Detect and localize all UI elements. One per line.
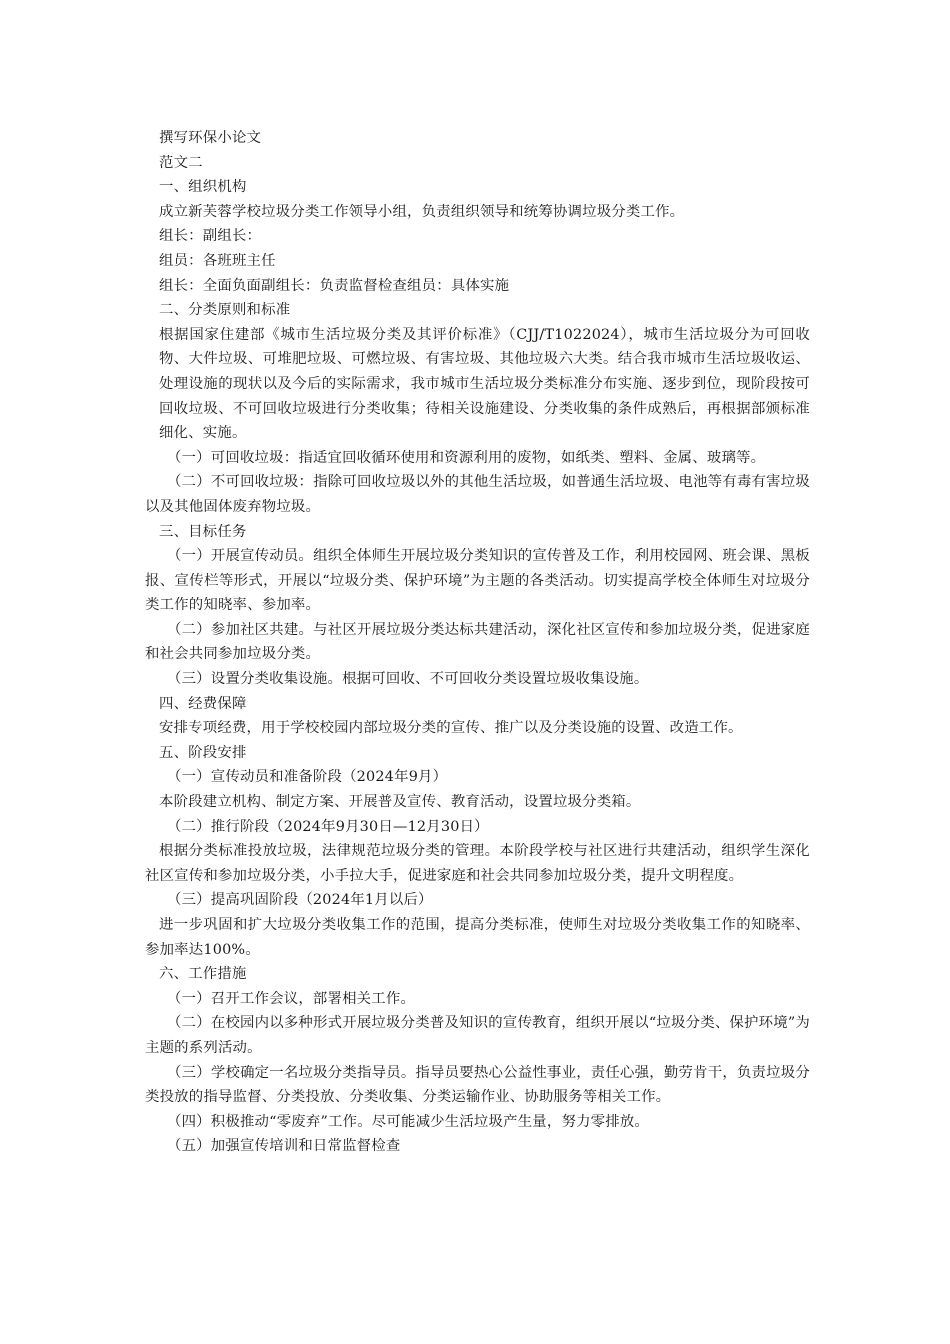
section-heading: 三、目标任务 xyxy=(159,523,247,540)
paragraph: 根据国家住建部《城市生活垃圾分类及其评价标准》（CJJ/T1022024），城市生活垃圾分为可回收物、大件垃圾、可堆肥垃圾、可燃垃圾、有害垃圾、其他垃圾六大类。结合我市城市生活垃圾收运、处理设施的现状以及今后的实际需求，我市城市生活垃圾分类标准分布实施、逐步到位，现阶段按可回收垃圾、不可回收垃圾进行分类收集；待相关设施建设、分类收集的条件成熟后，再根据部颁标准细化、实施。 xyxy=(159,326,810,442)
paragraph: 组长：副组长： xyxy=(159,228,262,245)
paragraph: （二）在校园内以多种形式开展垃圾分类普及知识的宣传教育，组织开展以“垃圾分类、保护环境”为主题的系列活动。 xyxy=(145,1015,810,1056)
paragraph: （四）积极推动“零废弃”工作。尽可能减少生活垃圾产生量，努力零排放。 xyxy=(167,1113,650,1130)
paragraph: （一）召开工作会议，部署相关工作。 xyxy=(167,990,416,1007)
doc-subtitle: 范文二 xyxy=(159,154,203,171)
paragraph: （二）不可回收垃圾：指除可回收垃圾以外的其他生活垃圾，如普通生活垃圾、电池等有毒有害垃圾以及其他固体废弃物垃圾。 xyxy=(145,474,810,515)
paragraph: （一）开展宣传动员。组织全体师生开展垃圾分类知识的宣传普及工作，利用校园网、班会课、黑板报、宣传栏等形式，开展以“垃圾分类、保护环境”为主题的各类活动。切实提高学校全体师生对垃圾分类工作的知晓率、参加率。 xyxy=(145,548,810,614)
subsection-heading: （一）宣传动员和准备阶段（2024年9月） xyxy=(167,769,448,786)
document-page xyxy=(145,126,810,1159)
section-heading: 四、经费保障 xyxy=(159,695,247,712)
section-heading: 二、分类原则和标准 xyxy=(159,302,291,319)
paragraph: （三）设置分类收集设施。根据可回收、不可回收分类设置垃圾收集设施。 xyxy=(167,671,649,688)
paragraph: 进一步巩固和扩大垃圾分类收集工作的范围，提高分类标准，使师生对垃圾分类收集工作的知晓率、参加率达100%。 xyxy=(145,917,810,958)
subsection-heading: （三）提高巩固阶段（2024年1月以后） xyxy=(167,892,433,909)
paragraph: 本阶段建立机构、制定方案、开展普及宣传、教育活动，设置垃圾分类箱。 xyxy=(159,794,641,811)
paragraph: 成立新芙蓉学校垃圾分类工作领导小组，负责组织领导和统筹协调垃圾分类工作。 xyxy=(159,203,685,220)
paragraph: 安排专项经费，用于学校校园内部垃圾分类的宣传、推广以及分类设施的设置、改造工作。 xyxy=(159,720,743,737)
paragraph: 组员：各班班主任 xyxy=(159,252,276,269)
paragraph: （三）学校确定一名垃圾分类指导员。指导员要热心公益性事业，责任心强，勤劳肯干，负责垃圾分类投放的指导监督、分类投放、分类收集、分类运输作业、协助服务等相关工作。 xyxy=(145,1064,810,1106)
paragraph: 组长：全面负面副组长：负责监督检查组员：具体实施 xyxy=(159,277,510,294)
subsection-heading: （二）推行阶段（2024年9月30日—12月30日） xyxy=(167,818,489,835)
paragraph: （一）可回收垃圾：指适宜回收循环使用和资源利用的废物，如纸类、塑料、金属、玻璃等。 xyxy=(167,449,766,466)
paragraph: 根据分类标准投放垃圾，法律规范垃圾分类的管理。本阶段学校与社区进行共建活动，组织学生深化社区宣传和参加垃圾分类，小手拉大手，促进家庭和社会共同参加垃圾分类，提升文明程度。 xyxy=(145,843,810,884)
paragraph: （五）加强宣传培训和日常监督检查 xyxy=(167,1138,401,1155)
section-heading: 一、组织机构 xyxy=(159,179,247,196)
section-heading: 五、阶段安排 xyxy=(159,744,247,761)
section-heading: 六、工作措施 xyxy=(159,966,247,983)
paragraph: （二）参加社区共建。与社区开展垃圾分类达标共建活动，深化社区宣传和参加垃圾分类，促进家庭和社会共同参加垃圾分类。 xyxy=(145,621,810,663)
doc-title: 撰写环保小论文 xyxy=(159,130,262,146)
